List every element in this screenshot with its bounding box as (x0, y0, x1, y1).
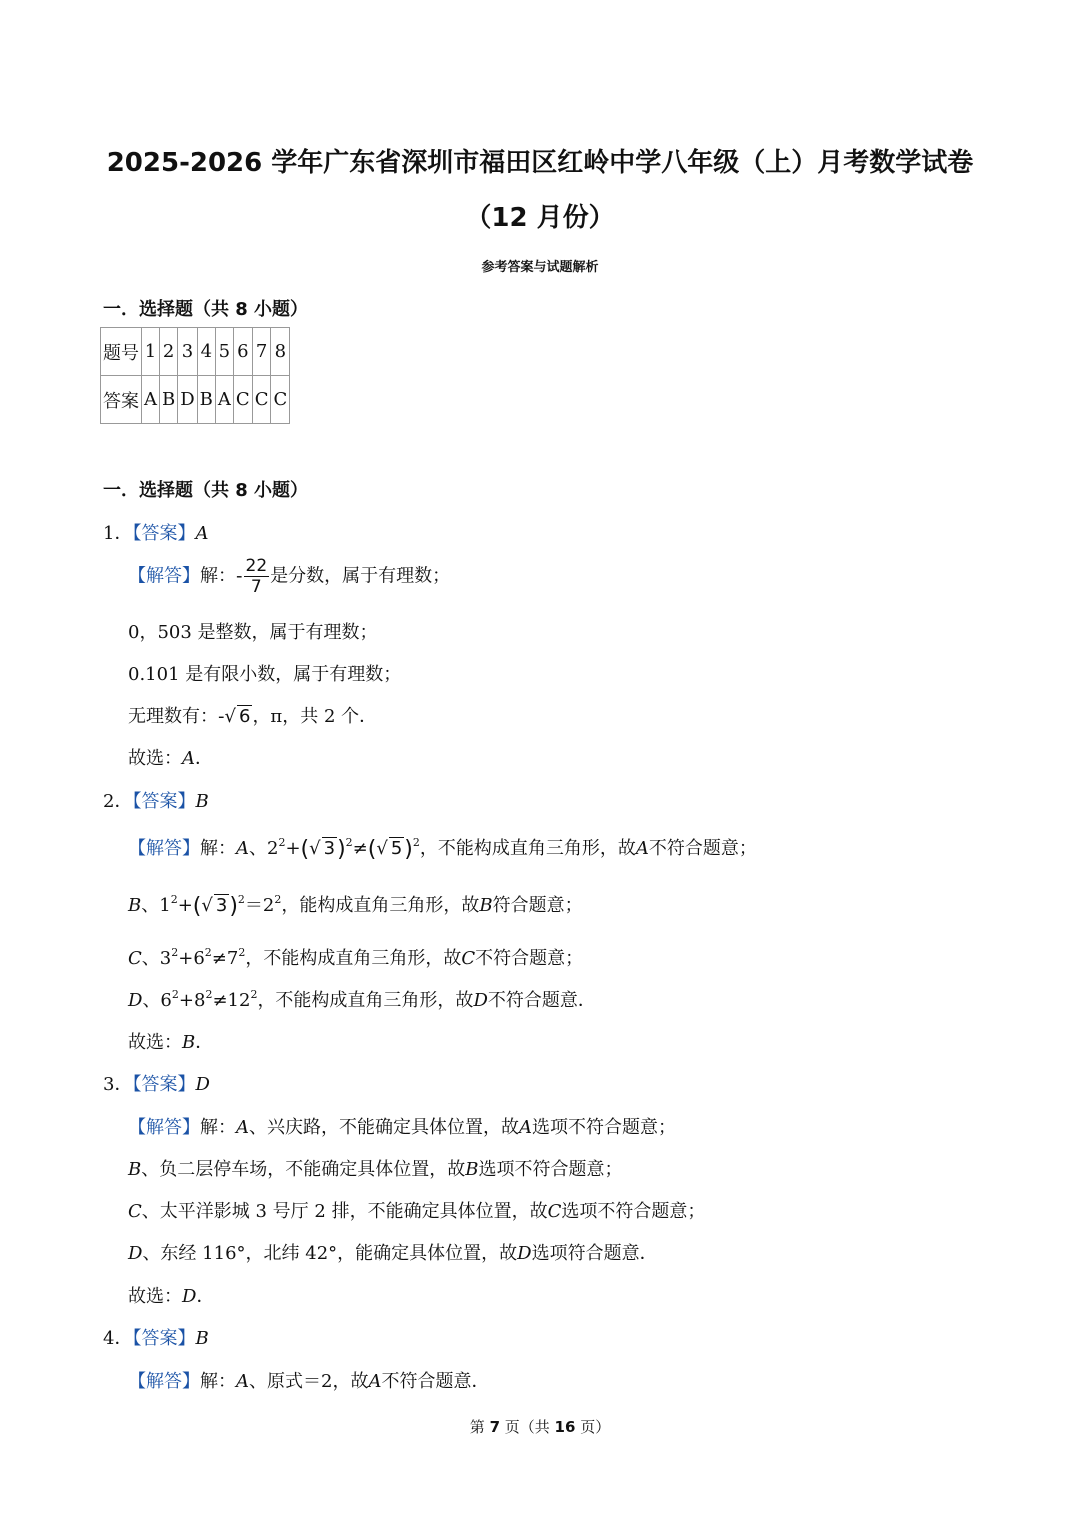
q2-solution-a: 【解答】解：A、$2^2+(√$ 3)$^2$≠(√ 5)$^2$，不能构成直角三角形，故A不符合题意； (128, 836, 757, 862)
table-cell: C (252, 376, 271, 424)
sqrt-expression: √ 6 (224, 706, 251, 727)
q1-solution-line3: 0.101 是有限小数，属于有理数； (128, 664, 402, 685)
table-cell: 1 (142, 328, 160, 376)
table-cell: 5 (215, 328, 233, 376)
table-cell: 8 (271, 328, 290, 376)
table-header-cell: 答案 (101, 376, 142, 424)
table-cell: 6 (233, 328, 252, 376)
table-cell: D (178, 376, 197, 424)
doc-title-line1: 2025-2026 学年广东省深圳市福田区红岭中学八年级（上）月考数学试卷 (106, 148, 974, 178)
q3-conclusion: 故选：D． (128, 1286, 215, 1307)
table-cell: C (233, 376, 252, 424)
section-heading-2: 一．选择题（共 8 小题） (103, 480, 309, 501)
q3-solution-d: D、东经 116°，北纬 42°，能确定具体位置，故D选项符合题意． (128, 1243, 658, 1264)
q3-solution-b: B、负二层停车场，不能确定具体位置，故B选项不符合题意； (128, 1159, 623, 1180)
solution-tag: 【解答】 (128, 1117, 200, 1138)
q3-solution-c: C、太平洋影城 3 号厅 2 排，不能确定具体位置，故C选项不符合题意； (128, 1201, 706, 1222)
solution-tag: 【解答】 (128, 838, 200, 859)
page-number: 7 (489, 1418, 500, 1436)
answer-tag: 【答案】 (132, 1074, 196, 1095)
solution-tag: 【解答】 (128, 565, 200, 587)
page-footer: 第 7 页（共 16 页） (469, 1418, 611, 1436)
doc-title-line2: （12 月份） (465, 203, 615, 233)
section-heading-1: 一．选择题（共 8 小题） (103, 299, 309, 320)
q2-answer-line: 2．【答案】B (103, 791, 209, 812)
fraction: $\frac{22}{7}$ (245, 556, 268, 597)
answer-tag: 【答案】 (132, 523, 196, 544)
q3-solution-a: 【解答】解：A、兴庆路，不能确定具体位置，故A选项不符合题意； (128, 1117, 676, 1138)
table-cell: B (197, 376, 215, 424)
doc-subtitle: 参考答案与试题解析 (481, 260, 599, 275)
page-total: 16 (554, 1418, 576, 1436)
table-cell: B (160, 376, 178, 424)
q2-solution-b: B、$1^2+(√$ $3)^2=2^2$，能构成直角三角形，故B符合题意； (128, 893, 583, 919)
answer-tag: 【答案】 (132, 791, 196, 812)
table-row-numbers (101, 328, 290, 376)
q2-solution-d: D、$6^2+8^2\ne 12^2$，不能构成直角三角形，故D不符合题意． (128, 988, 596, 1011)
q3-answer-line: 3．【答案】D (103, 1074, 210, 1095)
q2-solution-c: C、$3^2+6^2\ne 7^2$，不能构成直角三角形，故C不符合题意； (128, 946, 584, 969)
table-cell: A (142, 376, 160, 424)
table-cell: 7 (252, 328, 271, 376)
q1-solution-line4: 无理数有：-√ 6 ，π，共 2 个． (128, 706, 378, 727)
q4-solution-a: 【解答】解：A、原式＝2，故A不符合题意． (128, 1371, 490, 1392)
table-header-cell: 题号 (101, 328, 142, 376)
answer-table (100, 327, 290, 424)
table-cell: 2 (160, 328, 178, 376)
q1-solution-line2: 0，503 是整数，属于有理数； (128, 622, 378, 643)
table-cell: C (271, 376, 290, 424)
table-cell: 3 (178, 328, 197, 376)
q1-solution-line1: 【解答】解：- $\frac{22}{7}$ 是分数，属于有理数； (128, 556, 451, 597)
answer-tag: 【答案】 (132, 1328, 196, 1349)
q1-conclusion: 故选：A． (128, 748, 213, 769)
table-row-answers (101, 376, 290, 424)
q1-answer-line: 1．【答案】A (103, 523, 209, 544)
q4-answer-line: 4．【答案】B (103, 1328, 209, 1349)
table-cell: 4 (197, 328, 215, 376)
table-cell: A (215, 376, 233, 424)
solution-tag: 【解答】 (128, 1371, 200, 1392)
q2-conclusion: 故选：B． (128, 1032, 214, 1053)
